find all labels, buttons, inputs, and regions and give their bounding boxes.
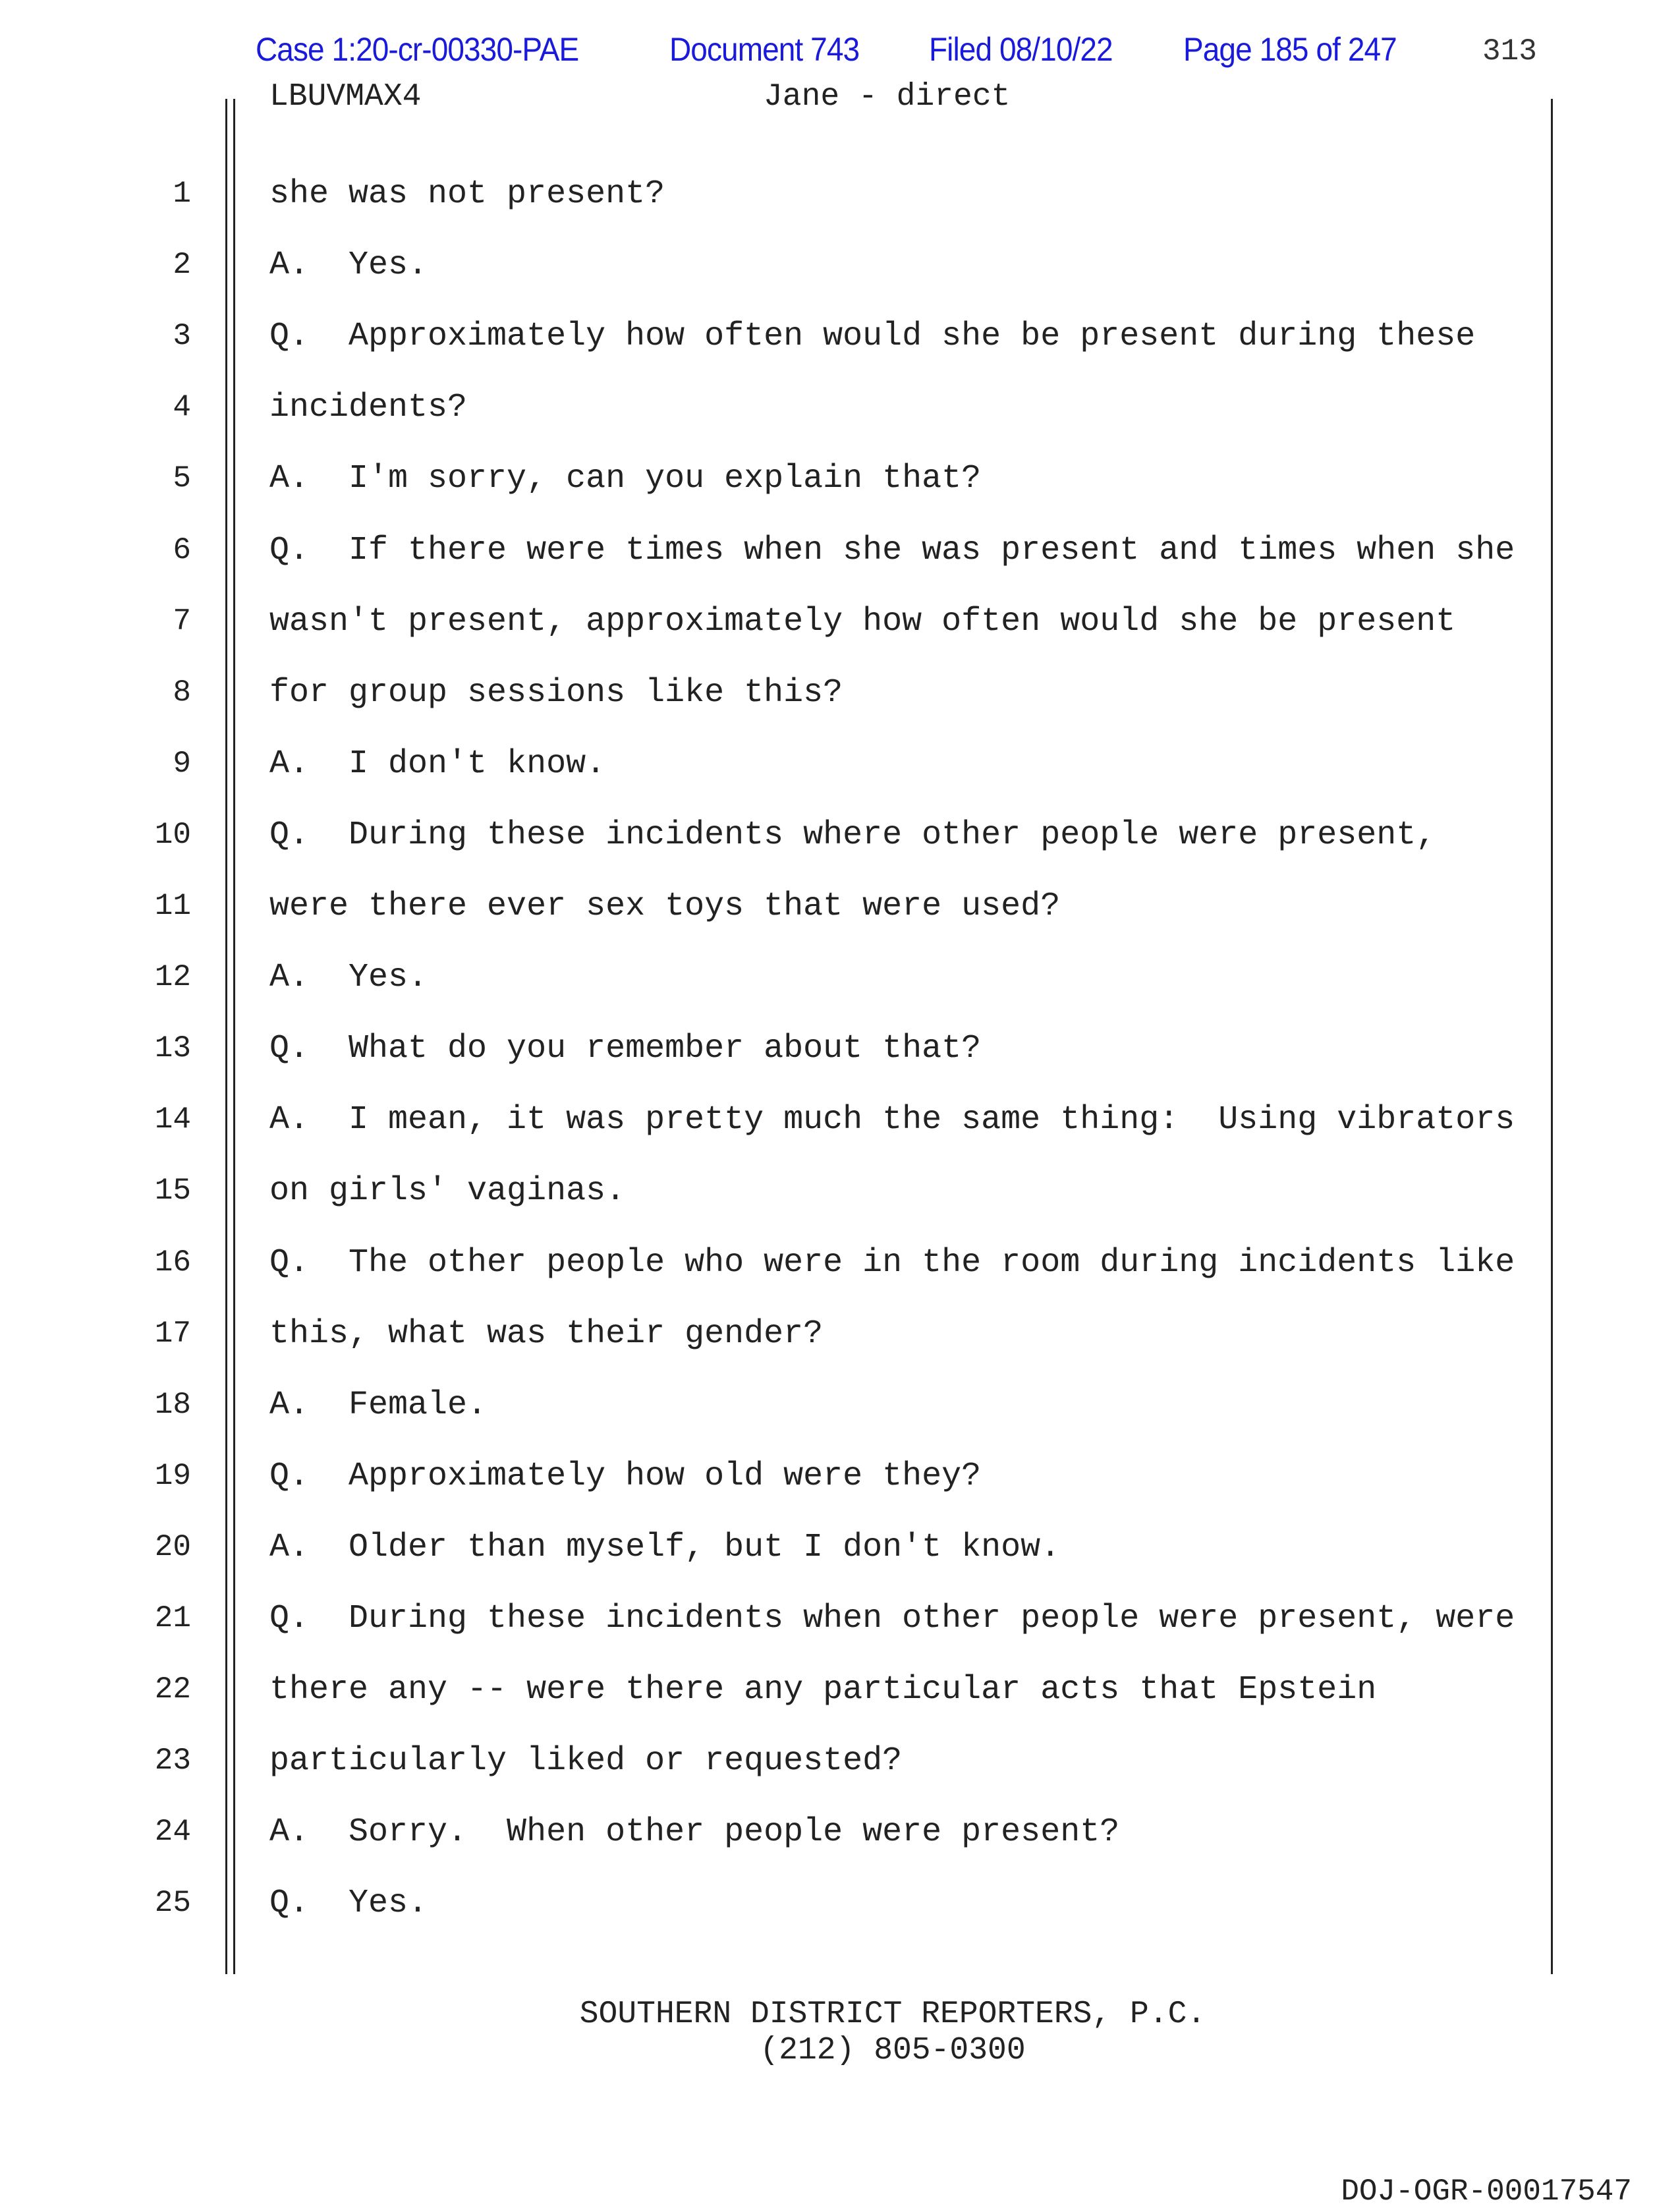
left-margin-rule-outer <box>225 99 227 1974</box>
transcript-line: incidents? <box>269 389 468 427</box>
transcript-page-number: 313 <box>1482 34 1537 69</box>
line-number: 4 <box>173 390 191 425</box>
line-number: 15 <box>154 1174 191 1208</box>
reporter-phone: (212) 805-0300 <box>760 2033 1026 2068</box>
line-number: 16 <box>154 1245 191 1280</box>
transcript-line: A. I mean, it was pretty much the same thing: Using vibrators <box>269 1101 1515 1139</box>
reporter-name: SOUTHERN DISTRICT REPORTERS, P.C. <box>579 1997 1206 2032</box>
transcript-line: A. I'm sorry, can you explain that? <box>269 460 982 498</box>
transcript-line: Q. Approximately how old were they? <box>269 1457 982 1495</box>
line-number: 19 <box>154 1458 191 1493</box>
line-number: 5 <box>173 461 191 496</box>
witness-heading: Jane - direct <box>764 79 1011 115</box>
transcript-code: LBUVMAX4 <box>269 79 422 115</box>
line-number: 18 <box>154 1387 191 1422</box>
document-number-stamp: Document 743 <box>669 31 860 68</box>
line-number: 14 <box>154 1102 191 1137</box>
page-count-stamp: Page 185 of 247 <box>1183 31 1397 68</box>
transcript-line: particularly liked or requested? <box>269 1742 903 1780</box>
line-number: 9 <box>173 746 191 781</box>
filed-date-stamp: Filed 08/10/22 <box>929 31 1113 68</box>
line-number: 13 <box>154 1031 191 1066</box>
line-number: 21 <box>154 1601 191 1635</box>
transcript-line: A. I don't know. <box>269 745 606 783</box>
bates-number: DOJ-OGR-00017547 <box>1341 2174 1632 2209</box>
transcript-line: this, what was their gender? <box>269 1315 824 1353</box>
transcript-line: A. Yes. <box>269 959 428 997</box>
line-number: 1 <box>173 177 191 211</box>
transcript-line: A. Sorry. When other people were present? <box>269 1813 1120 1852</box>
transcript-line: Q. Yes. <box>269 1885 428 1923</box>
line-number: 20 <box>154 1529 191 1564</box>
line-number: 12 <box>154 960 191 995</box>
line-number: 17 <box>154 1316 191 1351</box>
left-margin-rule-inner <box>233 99 235 1974</box>
line-number: 10 <box>154 817 191 852</box>
line-number: 24 <box>154 1815 191 1850</box>
line-number: 22 <box>154 1672 191 1707</box>
line-number: 7 <box>173 604 191 638</box>
transcript-line: Q. Approximately how often would she be present during these <box>269 318 1476 356</box>
line-number: 11 <box>154 889 191 923</box>
line-number: 3 <box>173 319 191 354</box>
transcript-line: Q. If there were times when she was present and times when she <box>269 531 1515 569</box>
line-number: 25 <box>154 1886 191 1921</box>
right-margin-rule <box>1551 99 1553 1974</box>
transcript-line: for group sessions like this? <box>269 673 843 712</box>
transcript-line: Q. What do you remember about that? <box>269 1030 982 1068</box>
transcript-line: Q. The other people who were in the room during incidents like <box>269 1243 1515 1282</box>
case-number-stamp: Case 1:20-cr-00330-PAE <box>256 31 579 68</box>
transcript-line: A. Female. <box>269 1386 488 1424</box>
transcript-line: wasn't present, approximately how often would she be present <box>269 602 1456 640</box>
line-number: 23 <box>154 1744 191 1778</box>
transcript-line: A. Yes. <box>269 246 428 285</box>
transcript-line: were there ever sex toys that were used? <box>269 888 1061 925</box>
transcript-line: there any -- were there any particular acts that Epstein <box>269 1671 1377 1709</box>
transcript-line: Q. During these incidents where other people were present, <box>269 816 1436 854</box>
transcript-line: A. Older than myself, but I don't know. <box>269 1528 1061 1566</box>
line-number: 2 <box>173 248 191 283</box>
transcript-line: on girls' vaginas. <box>269 1172 626 1210</box>
line-number: 8 <box>173 675 191 710</box>
transcript-line: Q. During these incidents when other people were present, were <box>269 1600 1515 1637</box>
transcript-line: she was not present? <box>269 175 665 213</box>
line-number: 6 <box>173 532 191 567</box>
